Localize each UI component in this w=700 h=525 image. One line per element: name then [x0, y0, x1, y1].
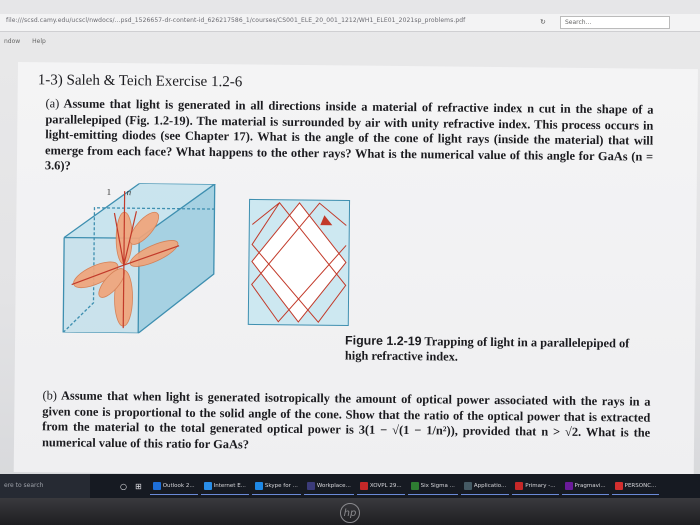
exercise-title: 1-3) Saleh & Teich Exercise 1.2-6 — [37, 72, 243, 91]
app-icon — [464, 482, 472, 490]
taskbar-app-label: Internet E... — [213, 482, 246, 489]
app-icon — [515, 482, 523, 490]
taskbar-app-label: Applicatio... — [473, 482, 507, 489]
search-input[interactable]: Search... — [560, 16, 670, 29]
taskbar-app-button[interactable] — [408, 477, 458, 495]
taskbar-app-list — [150, 477, 660, 495]
taskbar-app-button[interactable] — [562, 477, 609, 495]
app-icon — [615, 482, 623, 490]
pdf-page — [14, 62, 698, 479]
menu-item-help[interactable]: Help — [32, 38, 46, 45]
taskbar-app-label: Skype for ... — [264, 482, 298, 489]
taskbar-app-button[interactable] — [612, 477, 660, 495]
part-b-paragraph — [42, 388, 651, 457]
taskbar-app-label: Pragmavi... — [574, 482, 606, 489]
ray-up — [124, 191, 125, 265]
address-bar[interactable] — [0, 14, 700, 32]
part-a-text: Assume that light is generated in all directions inside a material of refractive index n cut in the shape of a parallelepiped (Fig. 1.2-19). The material is surrounded by air with unity refractive index. This process occurs in light-emitting diodes (see Chapter 17). What is the angle of the cone of light rays (inside the material) that will emerge from each face? What happens to the other rays? What is the numerical value of this angle for GaAs (n = 3.6)? — [44, 96, 654, 173]
part-a-label: (a) — [45, 96, 60, 111]
taskbar-app-button[interactable] — [252, 477, 301, 495]
figure-label-n: n — [126, 187, 132, 198]
figure-1-2-19 — [53, 182, 655, 338]
figure-caption-text: Trapping of light in a parallelepiped of high refractive index. — [344, 334, 630, 364]
taskbar-search-box[interactable]: ere to search — [0, 474, 90, 498]
app-icon — [255, 482, 263, 490]
taskbar-app-label: XOVPL 29... — [369, 482, 402, 489]
part-a-paragraph — [45, 96, 654, 180]
taskbar-app-button[interactable] — [512, 477, 558, 495]
parallelepiped-cube — [63, 182, 215, 334]
browser-tab-strip — [0, 0, 700, 14]
figure-caption — [345, 333, 655, 366]
hp-logo-icon: hp — [340, 503, 360, 523]
taskbar-app-button[interactable] — [201, 477, 249, 495]
app-icon — [204, 482, 212, 490]
taskbar-app-label: Primary -... — [525, 482, 556, 489]
windows-taskbar — [0, 474, 700, 498]
figure-number: Figure 1.2-19 — [345, 333, 422, 349]
figure-label-1: 1 — [106, 186, 112, 197]
url-text[interactable]: file:///scsd.camy.edu/ucscl/nwdocs/...psd_1526657-dr-content-id_626217586_1/courses/CS001_ELE_20_001_1212/WH1_ELE01_2021sp_problems.pdf — [6, 17, 466, 24]
taskbar-app-button[interactable] — [461, 477, 509, 495]
app-icon — [411, 482, 419, 490]
reload-icon[interactable]: ↻ — [540, 18, 546, 26]
document-content — [18, 62, 678, 452]
taskbar-app-label: PERSONC... — [624, 482, 657, 489]
part-b-label: (b) — [42, 388, 58, 403]
menu-bar — [0, 38, 200, 48]
taskbar-app-button[interactable] — [357, 477, 405, 495]
part-b-text-2: , provided that n > √2. What is the numerical value of this ratio for GaAs? — [41, 423, 651, 452]
task-view-icon[interactable]: ⊞ — [134, 481, 142, 491]
menu-item-window[interactable]: ndow — [4, 38, 21, 45]
cross-section-diagram — [248, 199, 349, 325]
taskbar-app-label: Outlook 2... — [162, 482, 195, 489]
taskbar-app-button[interactable] — [150, 477, 198, 495]
app-icon — [153, 482, 161, 490]
ray-down — [123, 265, 124, 328]
taskbar-app-label: Workplace... — [316, 482, 351, 489]
app-icon — [307, 482, 315, 490]
part-b-text-1: Assume that when light is generated isotropically the amount of optical power associated with the rays in a given cone is proportional to the solid angle of the cone. Show that the ratio of the optical power that is extracted from the material to the total generated optical power is — [42, 388, 651, 437]
app-icon — [565, 482, 573, 490]
cortana-icon[interactable]: ○ — [120, 481, 127, 491]
part-b-formula: 3(1 − √(1 − 1/n²)) — [358, 422, 455, 438]
taskbar-icons — [120, 477, 659, 495]
app-icon — [360, 482, 368, 490]
taskbar-app-button[interactable] — [304, 477, 354, 495]
taskbar-app-label: Six Sigma ... — [420, 482, 455, 489]
